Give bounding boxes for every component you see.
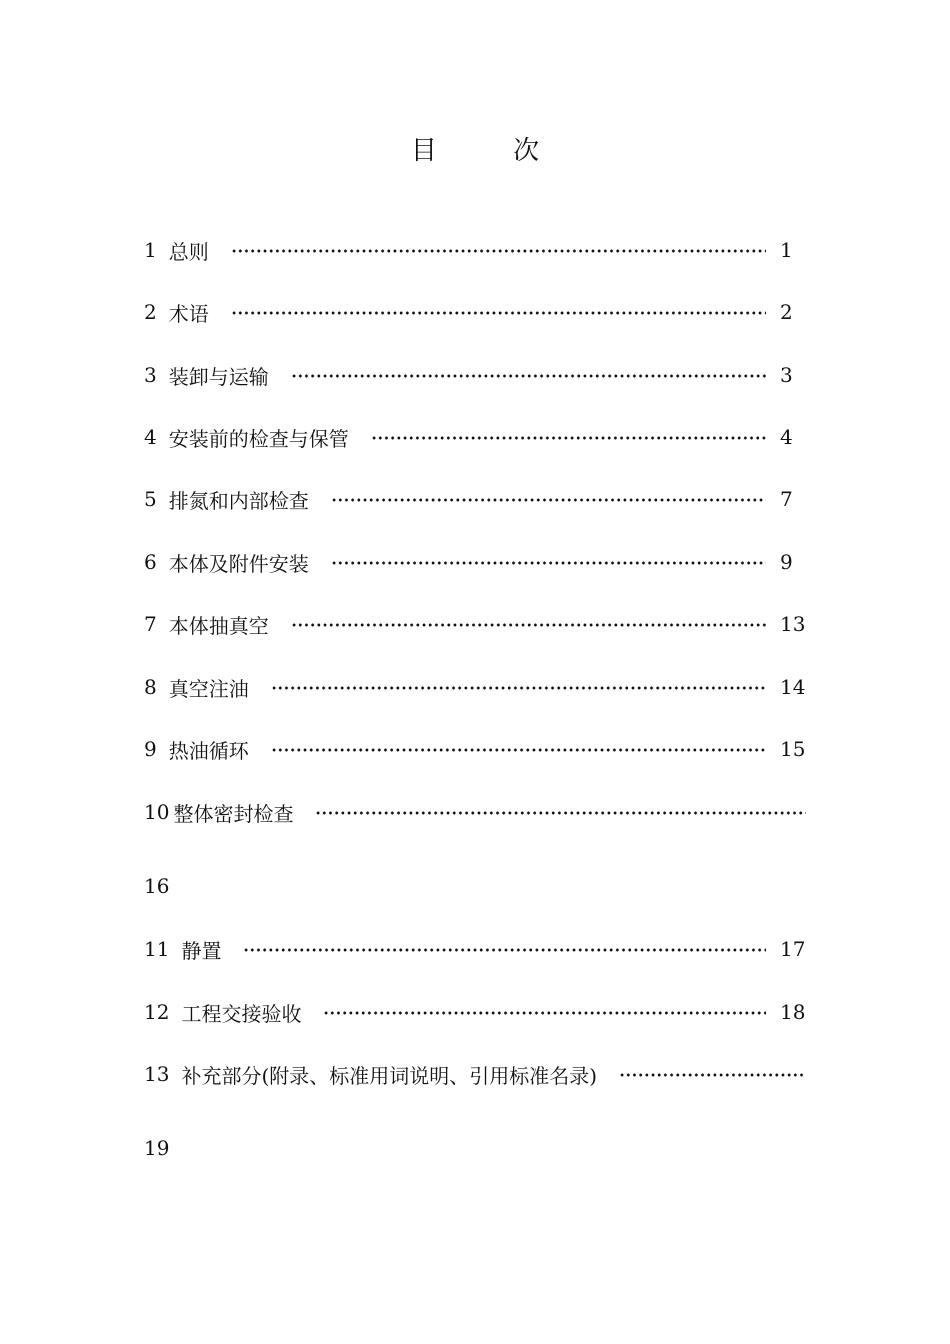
toc-entry-label: 本体抽真空 [168,613,269,638]
toc-entry-page: 9 [780,550,793,574]
toc-entry-label: 热油循环 [168,738,249,763]
toc-entry[interactable] [144,482,806,516]
toc-entry-label: 工程交接验收 [181,1001,302,1026]
toc-entry[interactable] [144,732,806,766]
toc-entry[interactable] [144,233,806,267]
toc-entry-label: 补充部分(附录、标准用词说明、引用标准名录) [181,1063,598,1088]
dot-leader [271,748,766,752]
dot-leader [315,811,806,815]
dot-leader [271,686,766,690]
toc-entry[interactable] [144,607,806,641]
toc-entry-label: 本体及附件安装 [168,551,309,576]
toc-entry-number: 9 [144,737,157,761]
toc-entry-page-wrapped: 16 [144,874,170,898]
dot-leader [243,948,766,952]
dot-leader [331,498,766,502]
toc-entry[interactable] [144,670,806,704]
dot-leader [323,1011,766,1015]
dot-leader [619,1073,806,1077]
toc-entry-page: 3 [780,363,793,387]
toc-entry[interactable] [144,358,806,392]
toc-entry-page: 14 [780,675,806,699]
toc-entry[interactable] [144,420,806,454]
dot-leader [291,374,766,378]
toc-entry-number: 2 [144,300,157,324]
toc-entry[interactable] [144,295,806,329]
toc-entry-page: 2 [780,300,793,324]
dot-leader [371,436,766,440]
toc-entry-page: 17 [780,937,806,961]
toc-entry[interactable] [144,995,806,1029]
toc-entry-page: 7 [780,487,793,511]
toc-entry-number: 10 [144,800,170,824]
toc-entry-number: 5 [144,487,157,511]
toc-entry-number: 1 [144,238,157,262]
dot-leader [331,561,766,565]
toc-entry-number: 3 [144,363,157,387]
toc-entry-page: 13 [780,612,806,636]
toc-entry-number: 11 [144,937,170,961]
toc-entry-label: 排氮和内部检查 [168,488,309,513]
toc-entry-number: 7 [144,612,157,636]
toc-entry-page: 18 [780,1000,806,1024]
toc-entry-label: 装卸与运输 [168,364,269,389]
toc-entry-label: 静置 [181,938,222,963]
toc-entry-page: 15 [780,737,806,761]
toc-title: 目 次 [410,136,574,166]
dot-leader [231,249,766,253]
toc-entry-number: 6 [144,550,157,574]
dot-leader [231,311,766,315]
toc-entry-label: 总则 [168,239,209,264]
toc-entry-label: 安装前的检查与保管 [168,426,349,451]
toc-entry-label: 术语 [168,301,209,326]
toc-entry-label: 整体密封检查 [173,801,294,826]
toc-entry[interactable] [144,932,806,966]
dot-leader [291,623,766,627]
toc-entry-page-wrapped: 19 [144,1136,170,1160]
toc-entry-label: 真空注油 [168,676,249,701]
toc-entry-number: 4 [144,425,157,449]
toc-entry-number: 8 [144,675,157,699]
toc-entry[interactable] [144,1057,806,1091]
toc-entry-number: 13 [144,1062,170,1086]
toc-entry[interactable] [144,545,806,579]
toc-entry-page: 1 [780,238,793,262]
toc-entry[interactable] [144,795,806,829]
toc-entry-number: 12 [144,1000,170,1024]
toc-entry-page: 4 [780,425,793,449]
